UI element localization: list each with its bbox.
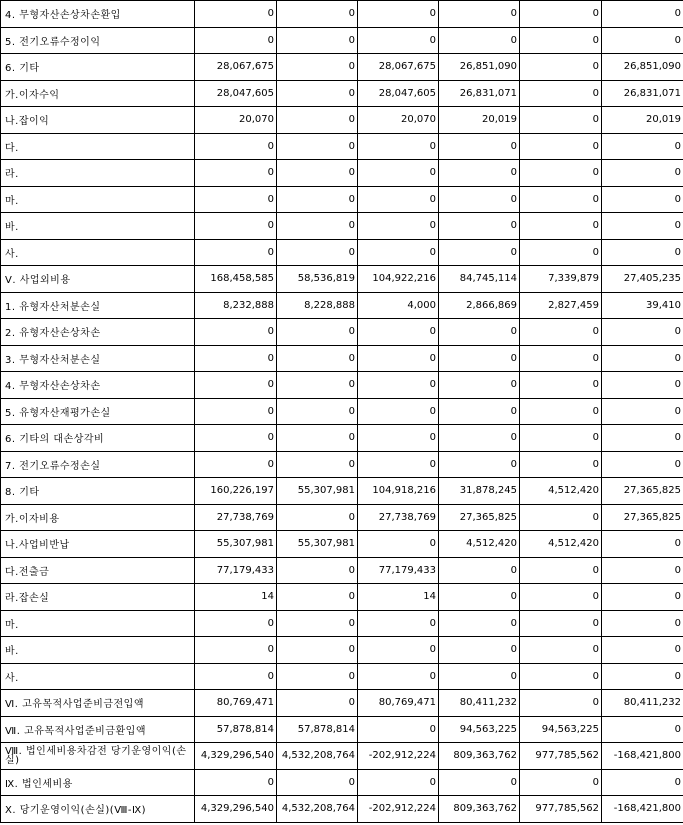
amount-cell: 809,363,762 [439,796,520,823]
amount-cell: 28,067,675 [358,54,439,81]
amount-cell: 0 [520,372,602,399]
amount-cell: 0 [602,239,683,266]
amount-cell: 28,067,675 [195,54,277,81]
table-row [1,107,683,134]
row-label: 마. [1,186,195,213]
row-label: Ⅵ. 고유목적사업준비금전입액 [1,690,195,717]
amount-cell: 14 [195,584,277,611]
amount-cell: -202,912,224 [358,743,439,770]
amount-cell: 0 [602,557,683,584]
table-row [1,663,683,690]
amount-cell: 0 [195,451,277,478]
table-row [1,27,683,54]
amount-cell: 0 [602,769,683,796]
table-row [1,557,683,584]
amount-cell: 0 [277,504,358,531]
amount-cell: 0 [520,27,602,54]
row-label: Ⅹ. 당기운영이익(손실)(Ⅷ-Ⅸ) [1,796,195,823]
table-row [1,80,683,107]
amount-cell: 4,512,420 [520,531,602,558]
amount-cell: 0 [195,1,277,28]
amount-cell: 104,922,216 [358,266,439,293]
amount-cell: 0 [602,584,683,611]
amount-cell: 0 [277,186,358,213]
amount-cell: 55,307,981 [277,531,358,558]
amount-cell: 0 [358,531,439,558]
amount-cell: 0 [277,610,358,637]
amount-cell: 0 [520,54,602,81]
table-row [1,239,683,266]
row-label: 7. 전기오류수정손실 [1,451,195,478]
amount-cell: 39,410 [602,292,683,319]
amount-cell: 0 [439,663,520,690]
amount-cell: 55,307,981 [277,478,358,505]
amount-cell: 4,532,208,764 [277,796,358,823]
table-row [1,425,683,452]
amount-cell: 0 [520,80,602,107]
table-row [1,292,683,319]
table-row [1,54,683,81]
row-label: 다.전출금 [1,557,195,584]
amount-cell: 20,019 [439,107,520,134]
amount-cell: 0 [277,557,358,584]
amount-cell: 94,563,225 [439,716,520,743]
amount-cell: 26,831,071 [602,80,683,107]
amount-cell: 26,851,090 [602,54,683,81]
amount-cell: 0 [358,133,439,160]
amount-cell: 26,831,071 [439,80,520,107]
amount-cell: 977,785,562 [520,743,602,770]
row-label: 마. [1,610,195,637]
row-label: 5. 유형자산재평가손실 [1,398,195,425]
amount-cell: 0 [602,637,683,664]
amount-cell: 0 [602,425,683,452]
amount-cell: 0 [358,610,439,637]
amount-cell: 8,228,888 [277,292,358,319]
amount-cell: 4,000 [358,292,439,319]
amount-cell: 26,851,090 [439,54,520,81]
row-label: 6. 기타의 대손상각비 [1,425,195,452]
amount-cell: 0 [439,27,520,54]
amount-cell: 0 [277,160,358,187]
amount-cell: 0 [602,531,683,558]
amount-cell: 0 [277,80,358,107]
amount-cell: 0 [277,27,358,54]
amount-cell: 0 [358,160,439,187]
amount-cell: 0 [277,372,358,399]
amount-cell: 0 [439,398,520,425]
amount-cell: 0 [277,398,358,425]
amount-cell: -168,421,800 [602,743,683,770]
amount-cell: 0 [439,186,520,213]
table-row [1,478,683,505]
amount-cell: 0 [602,398,683,425]
amount-cell: 0 [520,133,602,160]
amount-cell: 0 [195,663,277,690]
amount-cell: 80,769,471 [195,690,277,717]
amount-cell: 4,512,420 [439,531,520,558]
amount-cell: 0 [439,584,520,611]
amount-cell: 28,047,605 [195,80,277,107]
amount-cell: 0 [277,319,358,346]
amount-cell: 0 [439,637,520,664]
amount-cell: 0 [602,663,683,690]
amount-cell: 0 [358,637,439,664]
amount-cell: 0 [358,345,439,372]
amount-cell: 0 [195,319,277,346]
amount-cell: 0 [195,372,277,399]
amount-cell: 0 [602,345,683,372]
table-row [1,451,683,478]
amount-cell: 0 [358,398,439,425]
amount-cell: 4,329,296,540 [195,743,277,770]
amount-cell: 27,738,769 [358,504,439,531]
amount-cell: 0 [520,504,602,531]
row-label: 나.사업비반납 [1,531,195,558]
amount-cell: 0 [439,133,520,160]
amount-cell: 2,827,459 [520,292,602,319]
amount-cell: 0 [439,557,520,584]
table-row [1,637,683,664]
amount-cell: 0 [520,610,602,637]
amount-cell: 0 [602,186,683,213]
amount-cell: 14 [358,584,439,611]
amount-cell: 0 [439,372,520,399]
amount-cell: 0 [277,584,358,611]
table-row [1,690,683,717]
amount-cell: 0 [277,451,358,478]
amount-cell: 0 [277,690,358,717]
amount-cell: 977,785,562 [520,796,602,823]
amount-cell: 20,019 [602,107,683,134]
row-label: 가.이자비용 [1,504,195,531]
amount-cell: 0 [277,637,358,664]
amount-cell: 0 [602,133,683,160]
amount-cell: 55,307,981 [195,531,277,558]
amount-cell: 0 [602,610,683,637]
amount-cell: 27,365,825 [439,504,520,531]
amount-cell: 0 [520,186,602,213]
amount-cell: 0 [520,345,602,372]
table-row [1,345,683,372]
amount-cell: 0 [439,610,520,637]
amount-cell: 0 [520,1,602,28]
amount-cell: 0 [358,451,439,478]
amount-cell: 0 [520,319,602,346]
amount-cell: 0 [520,398,602,425]
amount-cell: 0 [358,716,439,743]
amount-cell: 84,745,114 [439,266,520,293]
amount-cell: 0 [277,133,358,160]
amount-cell: 0 [195,160,277,187]
amount-cell: 0 [277,239,358,266]
amount-cell: 77,179,433 [195,557,277,584]
amount-cell: 58,536,819 [277,266,358,293]
amount-cell: 0 [358,213,439,240]
amount-cell: 0 [358,319,439,346]
amount-cell: 0 [439,769,520,796]
amount-cell: 0 [520,769,602,796]
amount-cell: -202,912,224 [358,796,439,823]
amount-cell: 0 [602,372,683,399]
amount-cell: 0 [520,107,602,134]
table-body [1,1,683,823]
amount-cell: 0 [520,160,602,187]
row-label: 라. [1,160,195,187]
amount-cell: 0 [358,769,439,796]
row-label: 라.잡손실 [1,584,195,611]
amount-cell: 27,738,769 [195,504,277,531]
amount-cell: 20,070 [195,107,277,134]
amount-cell: 0 [602,160,683,187]
table-row [1,266,683,293]
table-row [1,398,683,425]
amount-cell: 0 [520,451,602,478]
amount-cell: 0 [439,319,520,346]
amount-cell: 0 [439,425,520,452]
row-label: 다. [1,133,195,160]
row-label: 가.이자수익 [1,80,195,107]
amount-cell: 0 [195,398,277,425]
amount-cell: 0 [358,239,439,266]
amount-cell: 0 [277,107,358,134]
table-row [1,584,683,611]
row-label: 6. 기타 [1,54,195,81]
table-row [1,796,683,823]
amount-cell: 8,232,888 [195,292,277,319]
amount-cell: 57,878,814 [277,716,358,743]
amount-cell: 0 [602,27,683,54]
row-label: 사. [1,239,195,266]
amount-cell: 0 [195,425,277,452]
amount-cell: 0 [277,213,358,240]
table-row [1,504,683,531]
amount-cell: 168,458,585 [195,266,277,293]
amount-cell: 0 [277,54,358,81]
amount-cell: 0 [602,1,683,28]
amount-cell: 0 [439,239,520,266]
amount-cell: 0 [439,213,520,240]
table-row [1,1,683,28]
amount-cell: 4,329,296,540 [195,796,277,823]
row-label: 1. 유형자산처분손실 [1,292,195,319]
row-label: 4. 무형자산손상차손환입 [1,1,195,28]
amount-cell: 0 [439,345,520,372]
amount-cell: 0 [439,160,520,187]
amount-cell: 0 [358,372,439,399]
table-row [1,372,683,399]
amount-cell: 160,226,197 [195,478,277,505]
amount-cell: 0 [358,1,439,28]
amount-cell: 0 [520,557,602,584]
row-label: 8. 기타 [1,478,195,505]
row-label: 사. [1,663,195,690]
table-row [1,531,683,558]
amount-cell: 809,363,762 [439,743,520,770]
table-row [1,610,683,637]
amount-cell: 0 [439,1,520,28]
amount-cell: 0 [520,663,602,690]
row-label: 바. [1,637,195,664]
amount-cell: 94,563,225 [520,716,602,743]
amount-cell: 0 [277,769,358,796]
table-row [1,133,683,160]
amount-cell: 0 [195,637,277,664]
table-row [1,186,683,213]
amount-cell: 0 [277,425,358,452]
amount-cell: 0 [195,610,277,637]
amount-cell: 77,179,433 [358,557,439,584]
amount-cell: 0 [277,1,358,28]
amount-cell: 0 [195,345,277,372]
row-label: 2. 유형자산손상차손 [1,319,195,346]
row-label: Ⅷ. 법인세비용차감전 당기운영이익(손실) [1,743,195,770]
table-row [1,769,683,796]
amount-cell: 104,918,216 [358,478,439,505]
table-row [1,213,683,240]
row-label: 4. 무형자산손상차손 [1,372,195,399]
amount-cell: 0 [602,213,683,240]
amount-cell: 0 [195,27,277,54]
amount-cell: 0 [358,425,439,452]
amount-cell: 0 [358,186,439,213]
amount-cell: 0 [195,213,277,240]
amount-cell: -168,421,800 [602,796,683,823]
amount-cell: 27,405,235 [602,266,683,293]
amount-cell: 4,512,420 [520,478,602,505]
amount-cell: 80,769,471 [358,690,439,717]
amount-cell: 31,878,245 [439,478,520,505]
table-row [1,160,683,187]
amount-cell: 27,365,825 [602,478,683,505]
row-label: 5. 전기오류수정이익 [1,27,195,54]
amount-cell: 0 [520,584,602,611]
amount-cell: 0 [195,769,277,796]
amount-cell: 20,070 [358,107,439,134]
row-label: 3. 무형자산처분손실 [1,345,195,372]
amount-cell: 0 [520,239,602,266]
amount-cell: 0 [520,425,602,452]
table-row [1,319,683,346]
row-label: Ⅸ. 법인세비용 [1,769,195,796]
amount-cell: 80,411,232 [439,690,520,717]
amount-cell: 4,532,208,764 [277,743,358,770]
amount-cell: 0 [358,27,439,54]
amount-cell: 0 [277,345,358,372]
row-label: Ⅴ. 사업외비용 [1,266,195,293]
amount-cell: 0 [602,716,683,743]
amount-cell: 80,411,232 [602,690,683,717]
row-label: Ⅶ. 고유목적사업준비금환입액 [1,716,195,743]
amount-cell: 7,339,879 [520,266,602,293]
amount-cell: 27,365,825 [602,504,683,531]
amount-cell: 0 [277,663,358,690]
amount-cell: 0 [520,213,602,240]
amount-cell: 0 [602,451,683,478]
amount-cell: 0 [358,663,439,690]
amount-cell: 0 [520,637,602,664]
amount-cell: 0 [439,451,520,478]
amount-cell: 0 [520,690,602,717]
table-row [1,716,683,743]
amount-cell: 57,878,814 [195,716,277,743]
row-label: 바. [1,213,195,240]
row-label: 나.잡이익 [1,107,195,134]
amount-cell: 28,047,605 [358,80,439,107]
amount-cell: 0 [195,186,277,213]
amount-cell: 2,866,869 [439,292,520,319]
table-row [1,743,683,770]
amount-cell: 0 [195,239,277,266]
amount-cell: 0 [602,319,683,346]
amount-cell: 0 [195,133,277,160]
